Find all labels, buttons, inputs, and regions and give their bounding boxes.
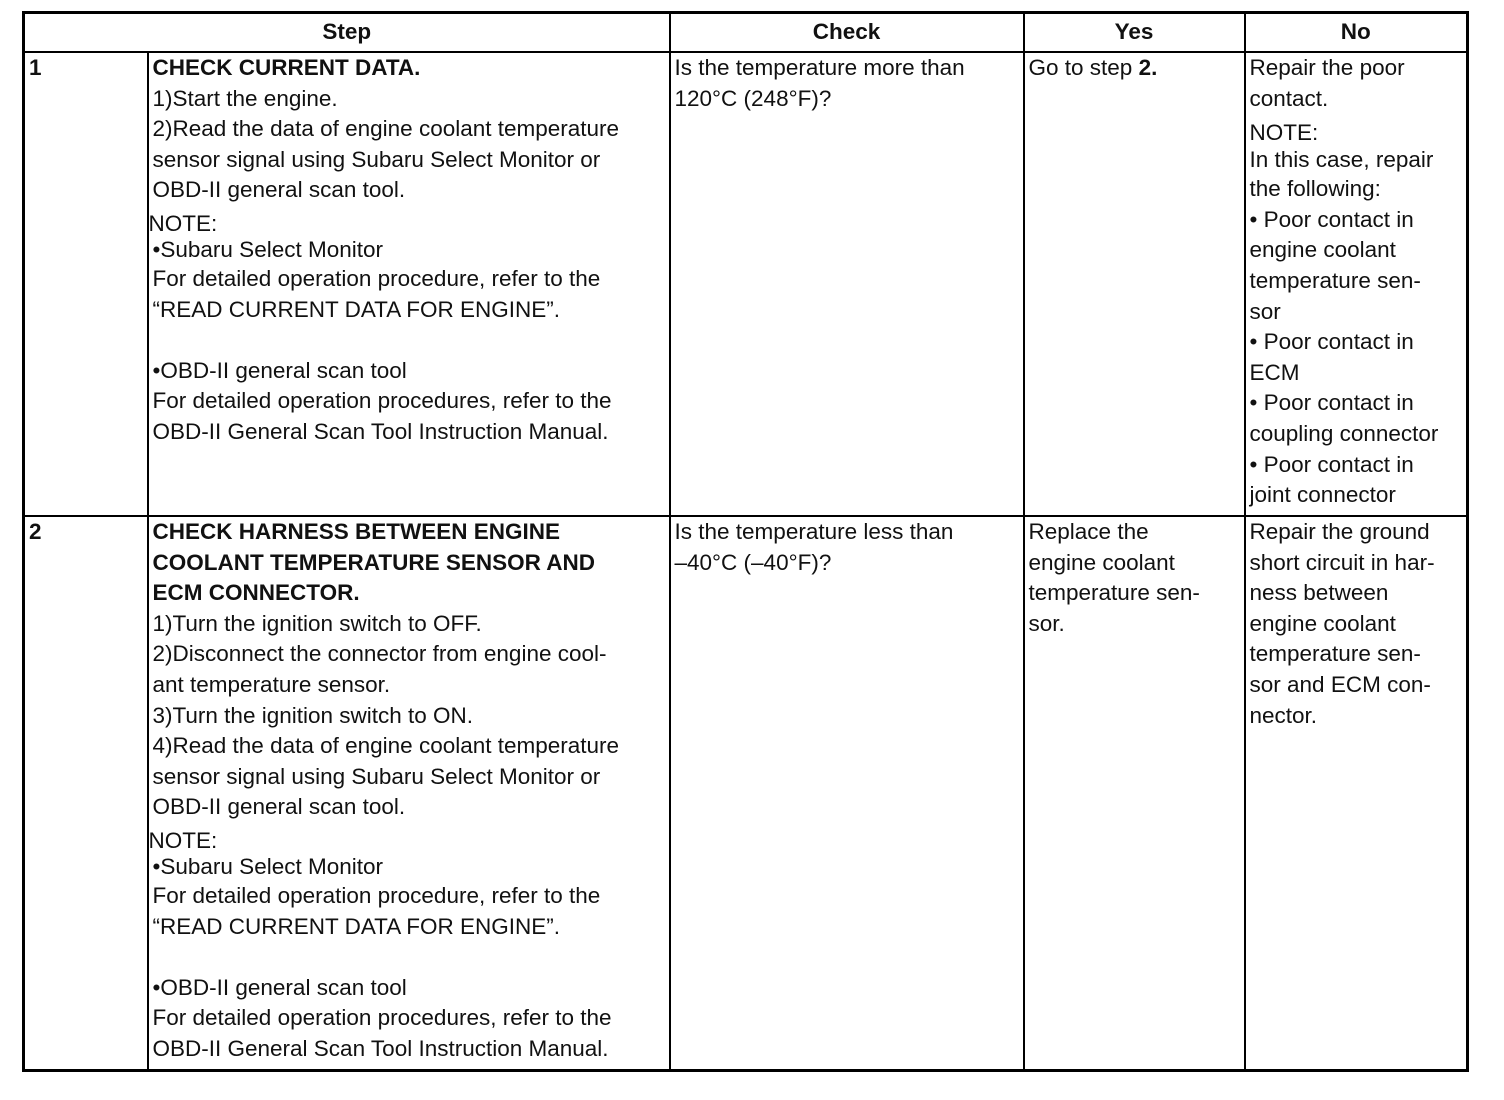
procedure-line: OBD-II general scan tool.: [152, 177, 406, 203]
no-line: contact.: [1249, 85, 1329, 111]
step-title: ECM CONNECTOR.: [152, 580, 360, 606]
no-note-line: engine coolant: [1249, 237, 1396, 263]
step-description: [148, 516, 670, 1071]
table-row: [24, 52, 1468, 516]
no-note-label: NOTE:: [1249, 120, 1319, 146]
note-line: OBD-II General Scan Tool Instruction Manual.: [152, 1035, 609, 1061]
no-note-line: • Poor contact in: [1249, 390, 1414, 416]
no-line: short circuit in har-: [1249, 549, 1435, 575]
note-label: NOTE:: [148, 210, 218, 236]
note-line: •Subaru Select Monitor: [152, 236, 383, 262]
step-number: 2: [24, 516, 148, 1071]
note-line: •OBD-II general scan tool: [152, 357, 407, 383]
check-line: –40°C (–40°F)?: [674, 549, 832, 575]
no-note-line: • Poor contact in: [1249, 329, 1414, 355]
header-yes: Yes: [1024, 13, 1245, 53]
diagnostic-table: [22, 11, 1469, 1072]
no-note-line: In this case, repair: [1249, 147, 1434, 173]
yes-line: Replace the: [1028, 519, 1149, 544]
note-line: •Subaru Select Monitor: [152, 853, 383, 879]
yes-cell: [1024, 516, 1245, 1071]
table-row: [24, 516, 1468, 1071]
header-row: [24, 13, 1468, 53]
step-number: 1: [24, 52, 148, 516]
no-note-line: ECM: [1249, 359, 1300, 385]
check-cell: [670, 516, 1024, 1071]
procedure-line: 4)Read the data of engine coolant temperature: [152, 733, 620, 759]
no-line: engine coolant: [1249, 610, 1396, 636]
header-no: No: [1245, 13, 1468, 53]
no-cell: [1245, 516, 1468, 1071]
check-cell: [670, 52, 1024, 516]
yes-text: Go to step: [1028, 55, 1139, 80]
note-line: OBD-II General Scan Tool Instruction Manual.: [152, 418, 609, 444]
no-line: Repair the poor: [1249, 55, 1405, 80]
check-line: Is the temperature less than: [674, 519, 954, 544]
step-title: CHECK CURRENT DATA.: [152, 55, 421, 80]
yes-line: engine coolant: [1028, 549, 1175, 575]
header-step: Step: [24, 13, 670, 53]
procedure-line: 1)Start the engine.: [152, 85, 338, 111]
procedure-line: 3)Turn the ignition switch to ON.: [152, 702, 474, 728]
no-line: sor and ECM con-: [1249, 671, 1431, 697]
check-line: 120°C (248°F)?: [674, 85, 832, 111]
note-line: For detailed operation procedure, refer to the: [152, 265, 601, 291]
procedure-line: ant temperature sensor.: [152, 671, 391, 697]
note-line: For detailed operation procedures, refer to the: [152, 1005, 612, 1031]
step-title: COOLANT TEMPERATURE SENSOR AND: [152, 549, 596, 575]
procedure-line: sensor signal using Subaru Select Monitor or: [152, 146, 601, 172]
header-check: Check: [670, 13, 1024, 53]
procedure-line: sensor signal using Subaru Select Monitor or: [152, 763, 601, 789]
yes-line: temperature sen-: [1028, 580, 1200, 606]
procedure-line: 1)Turn the ignition switch to OFF.: [152, 610, 482, 636]
yes-step-ref: 2.: [1138, 55, 1158, 80]
note-line: •OBD-II general scan tool: [152, 974, 407, 1000]
note-line: “READ CURRENT DATA FOR ENGINE”.: [152, 296, 561, 322]
no-line: Repair the ground: [1249, 519, 1430, 544]
yes-cell: [1024, 52, 1245, 516]
no-note-line: the following:: [1249, 176, 1381, 202]
no-cell: [1245, 52, 1468, 516]
note-line: For detailed operation procedures, refer to the: [152, 388, 612, 414]
check-line: Is the temperature more than: [674, 55, 965, 80]
procedure-line: OBD-II general scan tool.: [152, 794, 406, 820]
note-label: NOTE:: [148, 827, 218, 853]
no-line: nector.: [1249, 702, 1318, 728]
no-note-line: temperature sen-: [1249, 267, 1421, 293]
step-title: CHECK HARNESS BETWEEN ENGINE: [152, 519, 561, 544]
yes-line: sor.: [1028, 610, 1065, 636]
note-line: For detailed operation procedure, refer to the: [152, 882, 601, 908]
procedure-line: 2)Disconnect the connector from engine cool-: [152, 641, 607, 667]
no-line: temperature sen-: [1249, 641, 1421, 667]
no-note-line: • Poor contact in: [1249, 206, 1414, 232]
no-note-line: joint connector: [1249, 482, 1396, 508]
step-description: [148, 52, 670, 516]
procedure-line: 2)Read the data of engine coolant temperature: [152, 116, 620, 142]
no-note-line: • Poor contact in: [1249, 451, 1414, 477]
note-line: “READ CURRENT DATA FOR ENGINE”.: [152, 913, 561, 939]
no-line: ness between: [1249, 580, 1389, 606]
no-note-line: sor: [1249, 298, 1281, 324]
no-note-line: coupling connector: [1249, 420, 1439, 446]
